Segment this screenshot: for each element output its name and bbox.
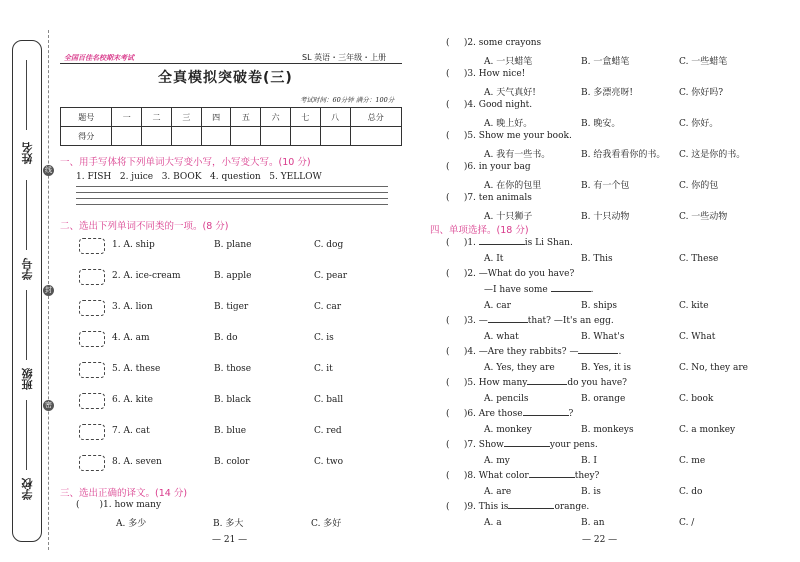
s4-option-b[interactable]: B. orange	[581, 394, 626, 404]
s2-option-c[interactable]: C. it	[314, 364, 333, 374]
s3-option-b[interactable]: B. 给我看看你的书。	[581, 150, 666, 160]
s2-option-b[interactable]: B. do	[214, 333, 238, 343]
page-number-left: — 21 —	[212, 535, 248, 545]
s3-option-c[interactable]: C. 一些蜡笔	[679, 57, 728, 67]
s4-option-b[interactable]: B. Yes, it is	[581, 363, 632, 373]
s3-option-b[interactable]: B. 有一个包	[581, 181, 630, 191]
score-cell: 七	[291, 108, 321, 127]
s4-option-a[interactable]: A. a	[484, 518, 502, 528]
score-cell: 四	[201, 108, 231, 127]
answer-blank[interactable]	[551, 290, 591, 292]
school-blank	[26, 400, 27, 470]
s2-option-a[interactable]: 7. A. cat	[112, 426, 150, 436]
s4-option-c[interactable]: C. do	[679, 487, 703, 497]
s3-option-c[interactable]: C. 你好吗?	[679, 88, 724, 98]
score-cell: 六	[261, 108, 291, 127]
answer-blank[interactable]	[529, 476, 575, 478]
answer-box[interactable]	[79, 455, 105, 471]
score-input[interactable]	[201, 127, 231, 146]
s4-option-b[interactable]: B. monkeys	[581, 425, 634, 435]
answer-blank[interactable]	[504, 445, 550, 447]
s4-question: ( )6. Are those ?	[446, 409, 574, 419]
s2-option-a[interactable]: 4. A. am	[112, 333, 150, 343]
s4-option-c[interactable]: C. a monkey	[679, 425, 736, 435]
s3-q1-option-b[interactable]: B. 多大	[213, 519, 244, 529]
s3-option-a[interactable]: A. 在你的包里	[484, 181, 542, 191]
score-cell: 三	[171, 108, 201, 127]
s4-option-a[interactable]: A. are	[484, 487, 512, 497]
writing-line	[76, 186, 388, 187]
series-label: SL 英语・三年级・上册	[302, 53, 387, 62]
name-blank	[26, 60, 27, 130]
s2-option-c[interactable]: C. is	[314, 333, 334, 343]
score-value-row	[61, 127, 402, 146]
s4-question: ( )7. Show your pens.	[446, 440, 598, 450]
id-blank	[26, 180, 27, 250]
s4-option-c[interactable]: C. kite	[679, 301, 709, 311]
score-input[interactable]	[291, 127, 321, 146]
s4-question: ( )4. —Are they rabbits? — .	[446, 347, 622, 357]
s2-option-c[interactable]: C. ball	[314, 395, 344, 405]
s2-option-a[interactable]: 6. A. kite	[112, 395, 153, 405]
s3-option-b[interactable]: B. 十只动物	[581, 212, 630, 222]
section2-title: 二、选出下列单词不同类的一项。(8 分)	[60, 221, 229, 232]
answer-blank[interactable]	[527, 383, 567, 385]
s2-option-a[interactable]: 2. A. ice-cream	[112, 271, 181, 281]
score-input[interactable]	[112, 127, 142, 146]
answer-blank[interactable]	[508, 507, 554, 509]
s2-option-b[interactable]: B. apple	[214, 271, 252, 281]
score-cell: 题号	[61, 108, 112, 127]
s3-question: ( )3. How nice!	[446, 69, 526, 79]
score-cell: 总分	[350, 108, 401, 127]
s4-option-c[interactable]: C. What	[679, 332, 716, 342]
class-blank	[26, 290, 27, 360]
answer-blank[interactable]	[479, 243, 525, 245]
answer-box[interactable]	[79, 393, 105, 409]
writing-line	[76, 198, 388, 199]
s4-question: ( )2. —What do you have?	[446, 269, 575, 279]
s4-question: ( )8. What color they?	[446, 471, 600, 481]
writing-line	[76, 204, 388, 205]
s2-option-b[interactable]: B. plane	[214, 240, 252, 250]
s3-option-c[interactable]: C. 一些动物	[679, 212, 728, 222]
s4-question: ( )3. — that? —It's an egg.	[446, 316, 614, 326]
s3-option-b[interactable]: B. 一盒蜡笔	[581, 57, 630, 67]
s4-option-b[interactable]: B. This	[581, 254, 613, 264]
s3-option-a[interactable]: A. 一只蜡笔	[484, 57, 533, 67]
page-title: 全真模拟突破卷(三)	[158, 70, 293, 86]
s2-option-b[interactable]: B. black	[214, 395, 251, 405]
s4-option-a[interactable]: A. pencils	[484, 394, 529, 404]
score-cell: 八	[320, 108, 350, 127]
s4-option-b[interactable]: B. I	[581, 456, 597, 466]
s4-option-c[interactable]: C. No, they are	[679, 363, 748, 373]
s4-option-b[interactable]: B. is	[581, 487, 601, 497]
s3-option-a[interactable]: A. 十只狮子	[484, 212, 533, 222]
exam-info: 考试时间：60分钟 满分：100分	[300, 96, 395, 104]
answer-box[interactable]	[79, 362, 105, 378]
s2-option-b[interactable]: B. tiger	[214, 302, 249, 312]
s2-option-b[interactable]: B. those	[214, 364, 252, 374]
s4-option-b[interactable]: B. an	[581, 518, 605, 528]
answer-box[interactable]	[79, 300, 105, 316]
score-table	[60, 107, 402, 146]
s4-option-a[interactable]: A. It	[484, 254, 504, 264]
answer-blank[interactable]	[578, 352, 618, 354]
s2-option-b[interactable]: B. color	[214, 457, 250, 467]
score-input[interactable]	[231, 127, 261, 146]
answer-box[interactable]	[79, 331, 105, 347]
score-cell: 二	[142, 108, 172, 127]
s4-question: ( )5. How many do you have?	[446, 378, 627, 388]
page-number-right: — 22 —	[582, 535, 618, 545]
s3-option-c[interactable]: C. 你好。	[679, 119, 719, 129]
s3-option-c[interactable]: C. 你的包	[679, 181, 719, 191]
s4-option-a[interactable]: A. monkey	[484, 425, 532, 435]
s2-option-b[interactable]: B. blue	[214, 426, 247, 436]
s4-question-continued: —I have some .	[484, 285, 594, 295]
name-label: 姓名	[21, 142, 34, 164]
s2-option-a[interactable]: 3. A. lion	[112, 302, 153, 312]
s4-option-c[interactable]: C. These	[679, 254, 719, 264]
s4-option-b[interactable]: B. What's	[581, 332, 625, 342]
class-label: 班级	[21, 368, 34, 390]
s3-question-1: ( )1. how many	[76, 500, 162, 510]
s4-option-a[interactable]: A. Yes, they are	[484, 363, 555, 373]
slogan: 全国百佳名校期末考试	[64, 53, 134, 62]
score-input[interactable]	[171, 127, 201, 146]
s2-option-a[interactable]: 8. A. seven	[112, 457, 162, 467]
score-input[interactable]	[142, 127, 172, 146]
cut-mark-mi: 密	[45, 401, 52, 409]
school-label: 学校	[21, 478, 34, 500]
s3-question: ( )4. Good night.	[446, 100, 533, 110]
s4-option-c[interactable]: C. /	[679, 518, 695, 528]
section1-words: 1. FISH 2. juice 3. BOOK 4. question 5. YELLOW	[76, 172, 322, 182]
score-input[interactable]	[320, 127, 350, 146]
cut-mark-xian: 线	[45, 166, 52, 174]
s3-question: ( )2. some crayons	[446, 38, 542, 48]
score-cell: 得分	[61, 127, 112, 146]
score-cell: 五	[231, 108, 261, 127]
answer-blank[interactable]	[488, 321, 528, 323]
section1-title: 一、用手写体将下列单词大写变小写，小写变大写。(10 分)	[60, 157, 311, 168]
section3-title: 三、选出正确的译文。(14 分)	[60, 488, 188, 499]
s3-question: ( )7. ten animals	[446, 193, 532, 203]
writing-line	[76, 192, 388, 193]
header-rule	[60, 63, 402, 64]
id-label: 学号	[21, 258, 34, 280]
s3-option-c[interactable]: C. 这是你的书。	[679, 150, 746, 160]
s2-option-c[interactable]: C. dog	[314, 240, 344, 250]
s4-option-c[interactable]: C. me	[679, 456, 706, 466]
s4-question: ( )9. This is orange.	[446, 502, 590, 512]
s2-option-c[interactable]: C. two	[314, 457, 344, 467]
s3-q1-option-a[interactable]: A. 多少	[116, 519, 147, 529]
answer-box[interactable]	[79, 269, 105, 285]
s3-option-b[interactable]: B. 晚安。	[581, 119, 621, 129]
s3-option-b[interactable]: B. 多漂亮呀!	[581, 88, 633, 98]
score-cell: 一	[112, 108, 142, 127]
s4-option-b[interactable]: B. ships	[581, 301, 618, 311]
s4-option-a[interactable]: A. what	[484, 332, 519, 342]
s4-option-a[interactable]: A. car	[484, 301, 511, 311]
s4-question: ( )1. is Li Shan.	[446, 238, 573, 248]
score-input[interactable]	[350, 127, 401, 146]
cut-mark-feng: 封	[45, 286, 52, 294]
answer-box[interactable]	[79, 238, 105, 254]
s3-question: ( )6. in your bag	[446, 162, 531, 172]
answer-blank[interactable]	[523, 414, 569, 416]
s2-option-a[interactable]: 1. A. ship	[112, 240, 155, 250]
s2-option-c[interactable]: C. red	[314, 426, 342, 436]
score-header-row	[61, 108, 402, 127]
s2-option-c[interactable]: C. pear	[314, 271, 348, 281]
section4-title: 四、单项选择。(18 分)	[430, 225, 529, 236]
s3-q1-option-c[interactable]: C. 多好	[311, 519, 342, 529]
s2-option-c[interactable]: C. car	[314, 302, 341, 312]
s4-option-a[interactable]: A. my	[484, 456, 510, 466]
s3-question: ( )5. Show me your book.	[446, 131, 572, 141]
s2-option-a[interactable]: 5. A. these	[112, 364, 161, 374]
binding-margin	[12, 40, 42, 542]
s3-option-a[interactable]: A. 我有一些书。	[484, 150, 551, 160]
s3-option-a[interactable]: A. 天气真好!	[484, 88, 536, 98]
score-input[interactable]	[261, 127, 291, 146]
answer-box[interactable]	[79, 424, 105, 440]
s3-option-a[interactable]: A. 晚上好。	[484, 119, 533, 129]
s4-option-c[interactable]: C. book	[679, 394, 714, 404]
